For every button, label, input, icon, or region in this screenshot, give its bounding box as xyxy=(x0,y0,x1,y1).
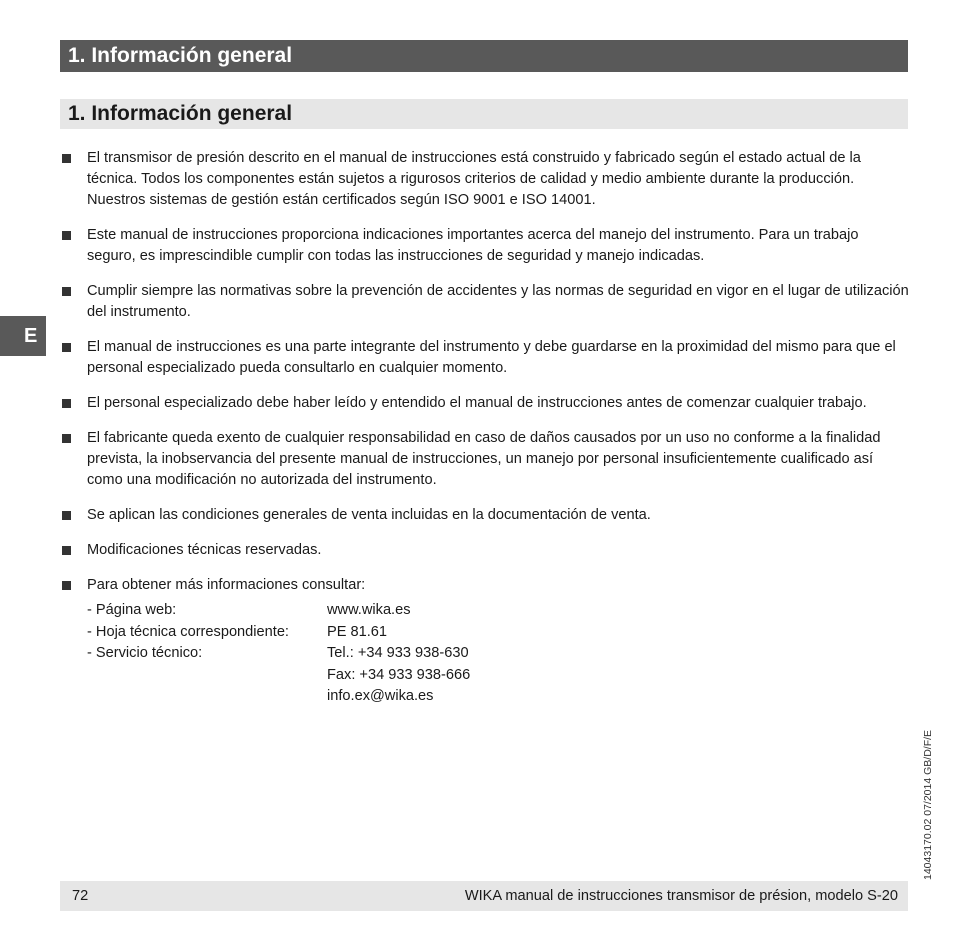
bullet-square-icon xyxy=(62,399,71,408)
bullet-square-icon xyxy=(62,434,71,443)
fax-value: Fax: +34 933 938-666 xyxy=(327,666,471,683)
bullet-text: Cumplir siempre las normativas sobre la prevención de accidentes y las normas de seguridad en vigor en el lugar de utilización del instrumento. xyxy=(87,283,909,320)
bullet-text: El transmisor de presión descrito en el manual de instrucciones está construido y fabricado según el estado actual de la técnica. Todos los componentes están sujetos a rigurosos criterios de calidad y medio ambiente durante la producción. Nuestros sistemas de gestión están certificados según ISO 9001 e ISO 14001. xyxy=(87,150,861,208)
bullet-square-icon xyxy=(62,581,71,590)
document-code: 14043170.02 07/2014 GB/D/F/E xyxy=(922,729,934,880)
page-number: 72 xyxy=(72,888,89,904)
list-item xyxy=(60,428,910,491)
list-item xyxy=(60,148,910,211)
bullet-square-icon xyxy=(62,546,71,555)
bullet-text: El fabricante queda exento de cualquier responsabilidad en caso de daños causados por un uso no conforme a la finalidad prevista, la inobservancia del presente manual de instrucciones, un manejo por personal insuficientemente cualificado así como una modificación no autorizada del instrumento. xyxy=(87,430,881,488)
contact-info-table xyxy=(87,600,470,708)
bullet-square-icon xyxy=(62,154,71,163)
web-value[interactable]: www.wika.es xyxy=(327,602,411,618)
footer-title: WIKA manual de instrucciones transmisor de présion, modelo S-20 xyxy=(464,888,898,904)
list-item xyxy=(60,281,910,323)
list-item xyxy=(60,505,910,526)
bullet-text: El personal especializado debe haber leído y entendido el manual de instrucciones antes de comenzar cualquier trabajo. xyxy=(87,395,867,411)
language-tab: E xyxy=(0,316,46,356)
chapter-header: 1. Información general xyxy=(60,40,908,72)
list-item xyxy=(60,337,910,379)
bullet-square-icon xyxy=(62,343,71,352)
list-item xyxy=(60,540,910,561)
data-sheet-value: PE 81.61 xyxy=(327,623,388,640)
email-value[interactable]: info.ex@wika.es xyxy=(327,688,434,704)
list-item xyxy=(60,575,910,708)
list-item xyxy=(60,225,910,267)
page-footer xyxy=(60,881,908,911)
bullet-list xyxy=(60,148,910,722)
bullet-text: Se aplican las condiciones generales de venta incluidas en la documentación de venta. xyxy=(87,507,651,523)
bullet-text: El manual de instrucciones es una parte integrante del instrumento y debe guardarse en la proximidad del mismo para que el personal especializado pueda consultarlo en cualquier momento. xyxy=(87,339,896,376)
bullet-text: Para obtener más informaciones consultar: xyxy=(87,577,366,593)
bullet-square-icon xyxy=(62,287,71,296)
bullet-text: Este manual de instrucciones proporciona indicaciones importantes acerca del manejo del instrumento. Para un trabajo seguro, es imprescindible cumplir con todas las instrucciones de seguridad y manejo indicadas. xyxy=(87,227,859,264)
section-title: 1. Información general xyxy=(60,99,908,129)
service-label: - Servicio técnico: xyxy=(87,645,203,661)
bullet-square-icon xyxy=(62,511,71,520)
phone-value: Tel.: +34 933 938-630 xyxy=(327,645,469,661)
list-item xyxy=(60,393,910,414)
web-label: - Página web: xyxy=(87,602,177,618)
data-sheet-label: - Hoja técnica correspondiente: xyxy=(87,623,289,640)
bullet-square-icon xyxy=(62,231,71,240)
bullet-text: Modificaciones técnicas reservadas. xyxy=(87,542,322,558)
